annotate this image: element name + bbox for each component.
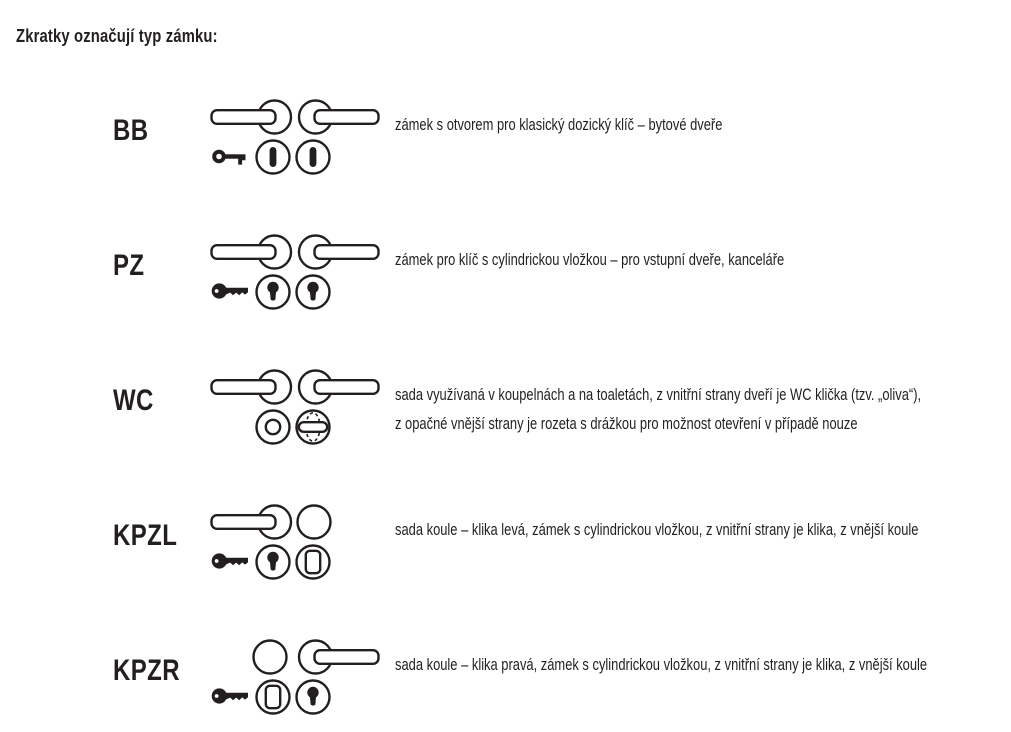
lock-hardware-illustration	[210, 503, 380, 579]
description-line: zámek pro klíč s cylindrickou vložkou – pro vstupní dveře, kanceláře	[395, 250, 785, 269]
cylinder-key-icon	[211, 684, 249, 708]
lock-type-label: BB	[113, 114, 149, 147]
lever-handle-right-icon	[296, 99, 380, 135]
cylinder-key-icon	[211, 549, 249, 573]
lock-type-label: KPZR	[113, 654, 180, 687]
lock-type-description	[395, 110, 1003, 139]
description-line: zámek s otvorem pro klasický dozický klíč – bytové dveře	[395, 115, 723, 134]
bit-key-icon	[212, 143, 248, 169]
cylinder-key-icon	[211, 279, 249, 303]
wc-thumbturn-rosette-icon	[295, 409, 331, 445]
lock-type-row-kpzl	[0, 503, 1011, 579]
pz-keyhole-rosette-icon	[295, 679, 331, 715]
bb-keyhole-rosette-icon	[295, 139, 331, 175]
lock-hardware-illustration	[210, 368, 380, 444]
lock-type-row-wc	[0, 368, 1011, 444]
lock-type-label: KPZL	[113, 519, 178, 552]
blind-rosette-icon	[255, 679, 291, 715]
knob-icon	[296, 504, 332, 540]
description-line: sada využívaná v koupelnách a na toaletách, z vnitřní strany dveří je WC klička (tzv. „oliva“),	[395, 385, 922, 404]
bb-keyhole-rosette-icon	[255, 139, 291, 175]
lock-type-label: PZ	[113, 249, 145, 282]
lever-handle-left-icon	[210, 234, 294, 270]
description-line: sada koule – klika levá, zámek s cylindrickou vložkou, z vnitřní strany je klika, z vnější koule	[395, 520, 919, 539]
lever-handle-left-icon	[210, 504, 294, 540]
lever-handle-right-icon	[296, 234, 380, 270]
lever-handle-right-icon	[296, 369, 380, 405]
pz-keyhole-rosette-icon	[295, 274, 331, 310]
knob-icon	[252, 639, 288, 675]
lock-type-description	[395, 515, 1003, 544]
lock-type-row-bb	[0, 98, 1011, 174]
emergency-slot-rosette-icon	[255, 409, 291, 445]
lock-type-row-pz	[0, 233, 1011, 309]
lever-handle-left-icon	[210, 369, 294, 405]
description-line: z opačné vnější strany je rozeta s drážkou pro možnost otevření v případě nouze	[395, 414, 858, 433]
lock-type-row-kpzr	[0, 638, 1011, 714]
pz-keyhole-rosette-icon	[255, 544, 291, 580]
lock-type-description	[395, 245, 1003, 274]
lever-handle-right-icon	[296, 639, 380, 675]
lock-type-description	[395, 380, 1003, 438]
pz-keyhole-rosette-icon	[255, 274, 291, 310]
lock-hardware-illustration	[210, 638, 380, 714]
lock-hardware-illustration	[210, 233, 380, 309]
lock-hardware-illustration	[210, 98, 380, 174]
lock-type-label: WC	[113, 384, 154, 417]
page-title: Zkratky označují typ zámku:	[16, 25, 218, 46]
lock-type-description	[395, 650, 1003, 679]
lever-handle-left-icon	[210, 99, 294, 135]
description-line: sada koule – klika pravá, zámek s cylindrickou vložkou, z vnitřní strany je klika, z vnější koule	[395, 655, 928, 674]
blind-rosette-icon	[295, 544, 331, 580]
